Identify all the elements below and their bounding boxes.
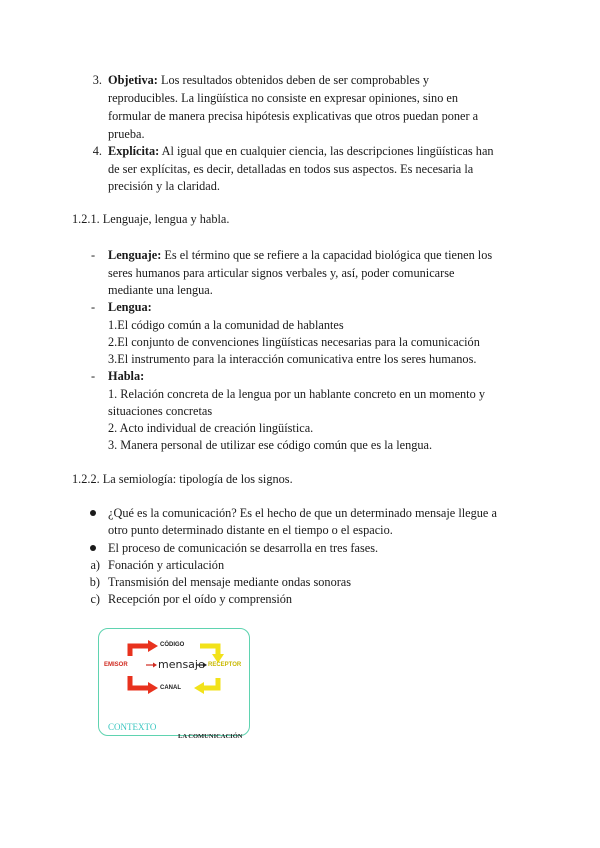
definition-line: 1. Relación concreta de la lengua por un hablante concreto en un momento y [108,387,485,401]
contexto-label: CONTEXTO [108,722,157,732]
codigo-label: CÓDIGO [160,642,185,648]
section-heading: 1.2.1. Lenguaje, lengua y habla. [72,212,230,226]
phase-text: Transmisión del mensaje mediante ondas sonoras [108,575,352,589]
list-number: 4. [92,144,102,158]
list-item-line: de ser explícitas, es decir, detalladas en todos sus aspectos. Es necesaria la [108,162,474,176]
term-label: Habla: [108,369,145,383]
emisor-arrowhead-icon [153,663,157,668]
term-label: Lenguaje: [108,248,162,262]
phase-text: Recepción por el oído y comprensión [108,592,293,606]
definition-first-line [108,246,492,264]
phase-letter: c) [90,592,100,606]
list-item-line: prueba. [108,127,145,141]
emisor-label: EMISOR [104,662,128,668]
red-arrowhead-bottom-icon [148,682,158,694]
definition-line: 3.El instrumento para la interacción comunicativa entre los seres humanos. [108,352,477,366]
dash-marker: - [91,300,96,314]
bullet-line: otro punto determinado distante en el tiempo o el espacio. [108,523,393,537]
red-arrow-top-icon [130,646,150,656]
definition-line: 2.El conjunto de convenciones lingüísticas necesarias para la comunicación [108,335,480,349]
red-arrow-bottom-icon [130,676,150,688]
list-number: 3. [92,73,102,87]
receptor-label: RECEPTOR [208,662,242,668]
term-label: Objetiva: [108,73,158,87]
dash-marker: - [91,248,96,262]
term-line [108,367,144,385]
communication-diagram [90,616,262,750]
dash-marker: - [91,369,96,383]
phase-letter: a) [90,558,100,572]
bullet-line: ¿Qué es la comunicación? Es el hecho de que un determinado mensaje llegue a [108,506,497,520]
yellow-arrowhead-bottom-icon [194,682,204,694]
definition-line: 2. Acto individual de creación lingüística. [108,421,314,435]
bullet-line: El proceso de comunicación se desarrolla en tres fases. [108,541,379,555]
bullet-marker [90,510,96,516]
term-line [108,298,152,316]
definition-line: seres humanos para articular signos verbales y, así, poder comunicarse [108,266,455,280]
definition-line: mediante una lengua. [108,283,213,297]
list-item-line: precisión y la claridad. [108,179,220,193]
canal-label: CANAL [160,685,181,691]
term-label: Lengua: [108,300,152,314]
phase-text: Fonación y articulación [108,558,225,572]
mensaje-label: mensaje [158,658,205,671]
list-item-line: formular de manera precisa hipótesis explicativas que otros puedan poner a [108,109,479,123]
bullet-marker [90,545,96,551]
definition-line: 3. Manera personal de utilizar ese código común que es la lengua. [108,438,433,452]
section-heading: 1.2.2. La semiología: tipología de los signos. [72,472,293,486]
yellow-arrow-top-icon [200,646,218,654]
list-item-first-line [108,142,494,160]
phase-letter: b) [89,575,100,589]
definition-text: Es el término que se refiere a la capacidad biológica que tienen los [161,248,493,262]
term-label: Explícita: [108,144,160,158]
definition-line: situaciones concretas [108,404,213,418]
diagram-caption: LA COMUNICACIÓN [178,733,243,740]
list-item-text: Al igual que en cualquier ciencia, las descripciones lingüísticas han [159,144,494,158]
definition-line: 1.El código común a la comunidad de hablantes [108,318,344,332]
yellow-arrow-bottom-icon [202,678,218,688]
list-item-text: Los resultados obtenidos deben de ser comprobables y [157,73,430,87]
list-item-line: reproducibles. La lingüística no consiste en expresar opiniones, sino en [108,91,459,105]
list-item-first-line [108,71,429,89]
red-arrowhead-top-icon [148,640,158,652]
